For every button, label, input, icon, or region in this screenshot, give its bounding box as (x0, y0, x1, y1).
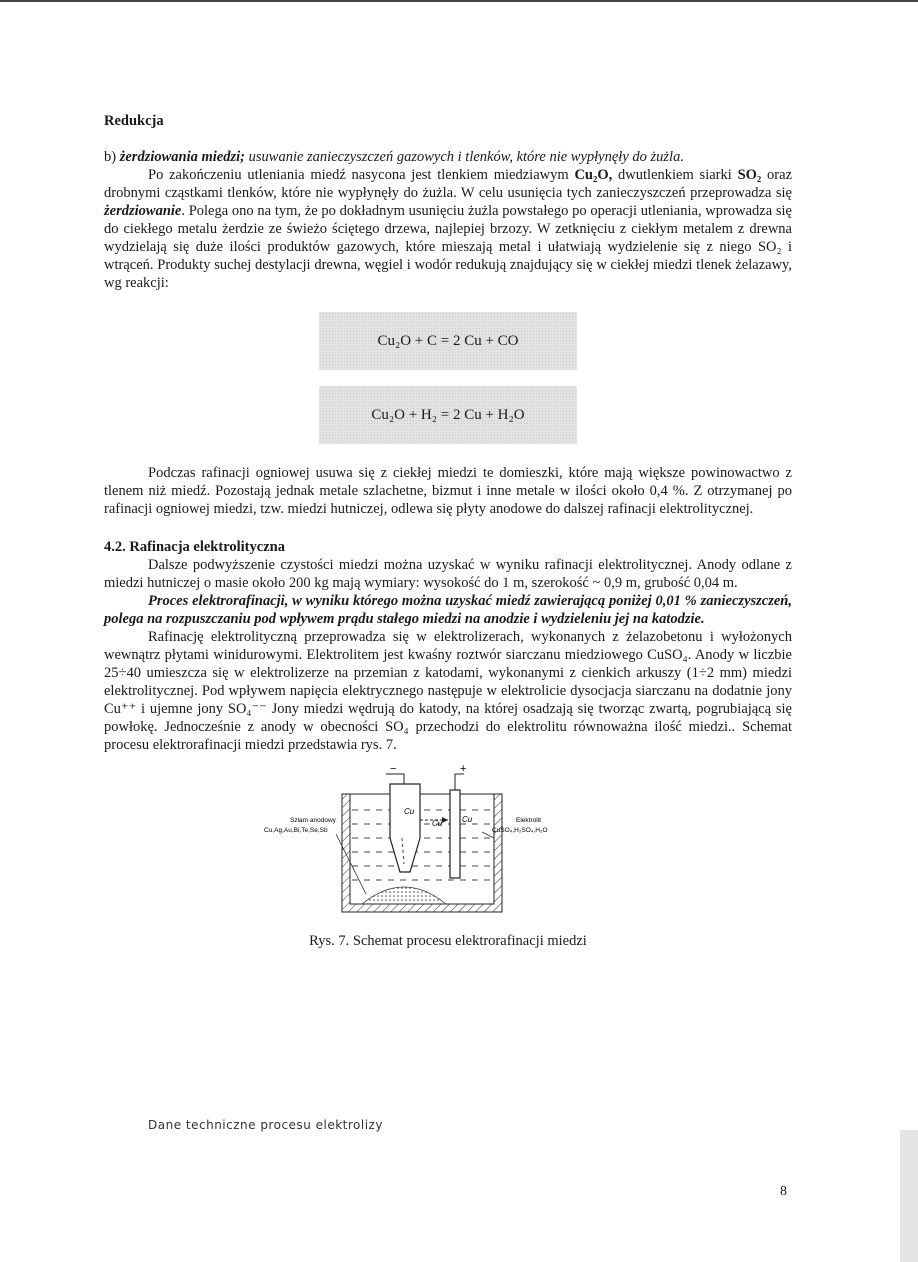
para1-text-4: . Polega ono na tym, że po dokładnym usunięciu żużla powstałego po operacji utleniania, wprowadza się do ciekłego metalu żerdzie ze świeżo ściętego drzewa, najlepiej brzozy. W zetknięciu z ciekłym metalem z drewna wydzielają się duże ilości produktów gazowych, które mieszają metal i ułatwiają wydzielenie się z niego SO₂ i wtrąceń. Produkty suchej destylacji drewna, węgiel i wodór redukują znajdujący się w ciekłej miedzi tlenek żelazawy, wg reakcji: (104, 203, 792, 291)
paragraph-zerdziowanie (104, 166, 792, 292)
document-page (104, 112, 792, 950)
section-4-2-paragraph-3: Rafinację elektrolityczną przeprowadza się w elektrolizerach, wykonanych z żelazobetonu i wyłożonych wewnątrz płytami winidurowymi. Elektrolitem jest kwaśny roztwór siarczanu miedziowego CuSO₄. Anody w liczbie 25÷40 umieszcza się w elektrolizerze na przemian z katodami, wykonanymi z cienkich arkuszy (1÷2 mm) miedzi elektrolitycznej. Pod wpływem napięcia elektrycznego następuje w elektrolicie dysocjacja siarczanu na dodatnie jony Cu⁺⁺ i ujemne jony SO₄⁻⁻ Jony miedzi wędrują do katody, na której osadzają się tworząc zwartą, pogrubiającą się powłokę. Jednocześnie z anody w obecności SO₄ przechodzi do elektrolitu równoważna ilość miedzi.. Schemat procesu elektrorafinacji miedzi przedstawia rys. 7. (104, 629, 792, 753)
para1-text-1: Po zakończeniu utleniania miedź nasycona jest tlenkiem miedziawym (148, 167, 575, 183)
section-heading: Redukcja (104, 113, 164, 129)
subsection-b-title (104, 148, 792, 166)
ion-label-center: Cu (432, 819, 443, 828)
para1-text-2: dwutlenkiem siarki (612, 167, 738, 183)
footer-note: Dane techniczne procesu elektrolizy (148, 1118, 383, 1132)
para1-term: żerdziowanie (104, 203, 182, 219)
section-4-2-paragraph-2: Proces elektrorafinacji, w wyniku którego można uzyskać miedź zawierającą poniżej 0,01 % zanieczyszczeń, polega na rozpuszczaniu pod wpływem prądu stałego miedzi na anodzie i wydzieleniu jej na katodzie. (104, 593, 792, 627)
anode-wire (386, 774, 404, 784)
formula-box-2 (319, 386, 577, 444)
top-border (0, 0, 918, 2)
cathode-plate (450, 790, 460, 878)
subsection-b-prefix: b) (104, 149, 120, 165)
electrolyte-label-2: CuSO₄,H₂SO₄,H₂O (492, 827, 548, 834)
paragraph-refining: Podczas rafinacji ogniowej usuwa się z ciekłej miedzi te domieszki, które mają większe powinowactwo z tlenem niż miedź. Pozostają jednak metale szlachetne, bizmut i inne metale w ilości około 0,4 %. Z otrzymanej po rafinacji ogniowej miedzi, tzw. miedzi hutniczej, odlewa się płyty anodowe do dalszej rafinacji elektrolitycznej. (104, 465, 792, 517)
subsection-b-term: żerdziowania miedzi; (119, 149, 245, 165)
para1-cu2o: Cu₂O, (574, 167, 613, 183)
electrolysis-diagram (104, 763, 792, 924)
formula-2: Cu₂O + H₂ = 2 Cu + H₂O (371, 407, 525, 423)
page-number: 8 (780, 1184, 787, 1199)
scan-edge-shadow (900, 1130, 918, 1262)
figure-caption: Rys. 7. Schemat procesu elektrorafinacji miedzi (309, 933, 587, 949)
electrolyte-label-1: Elektrolit (516, 817, 541, 824)
ion-label-cathode: Cu (462, 815, 473, 824)
section-4-2-title: 4.2. Rafinacja elektrolityczna (104, 539, 285, 555)
cathode-wire (455, 774, 464, 790)
para1-text-3: oraz drobnymi cząstkami tlenków, które nie wypłynęły do żużla. W celu usunięcia tych zanieczyszczeń przeprowadza się (104, 167, 793, 201)
section-4-2-paragraph-1: Dalsze podwyższenie czystości miedzi można uzyskać w wyniku rafinacji elektrolitycznej. Anody odlane z miedzi hutniczej o masie około 200 kg mają wymiary: wysokość do 1 m, szerokość ~ 0,9 m, grubość 0,04 m. (104, 557, 792, 591)
formula-1: Cu₂O + C = 2 Cu + CO (377, 333, 519, 349)
ion-label-anode: Cu (404, 807, 415, 816)
subsection-b-description: usuwanie zanieczyszczeń gazowych i tlenków, które nie wypłynęły do żużla. (245, 149, 684, 165)
plus-sign: + (460, 763, 467, 775)
para1-so2: SO₂ (737, 167, 762, 183)
electrolysis-figure (104, 763, 792, 924)
formula-box-1 (319, 312, 577, 370)
minus-sign: − (390, 763, 397, 775)
sludge-label-2: Cu,Ag,Au,Bi,Te,Se,Sb (264, 827, 328, 834)
sludge-label-1: Szlam anodowy (290, 817, 336, 824)
